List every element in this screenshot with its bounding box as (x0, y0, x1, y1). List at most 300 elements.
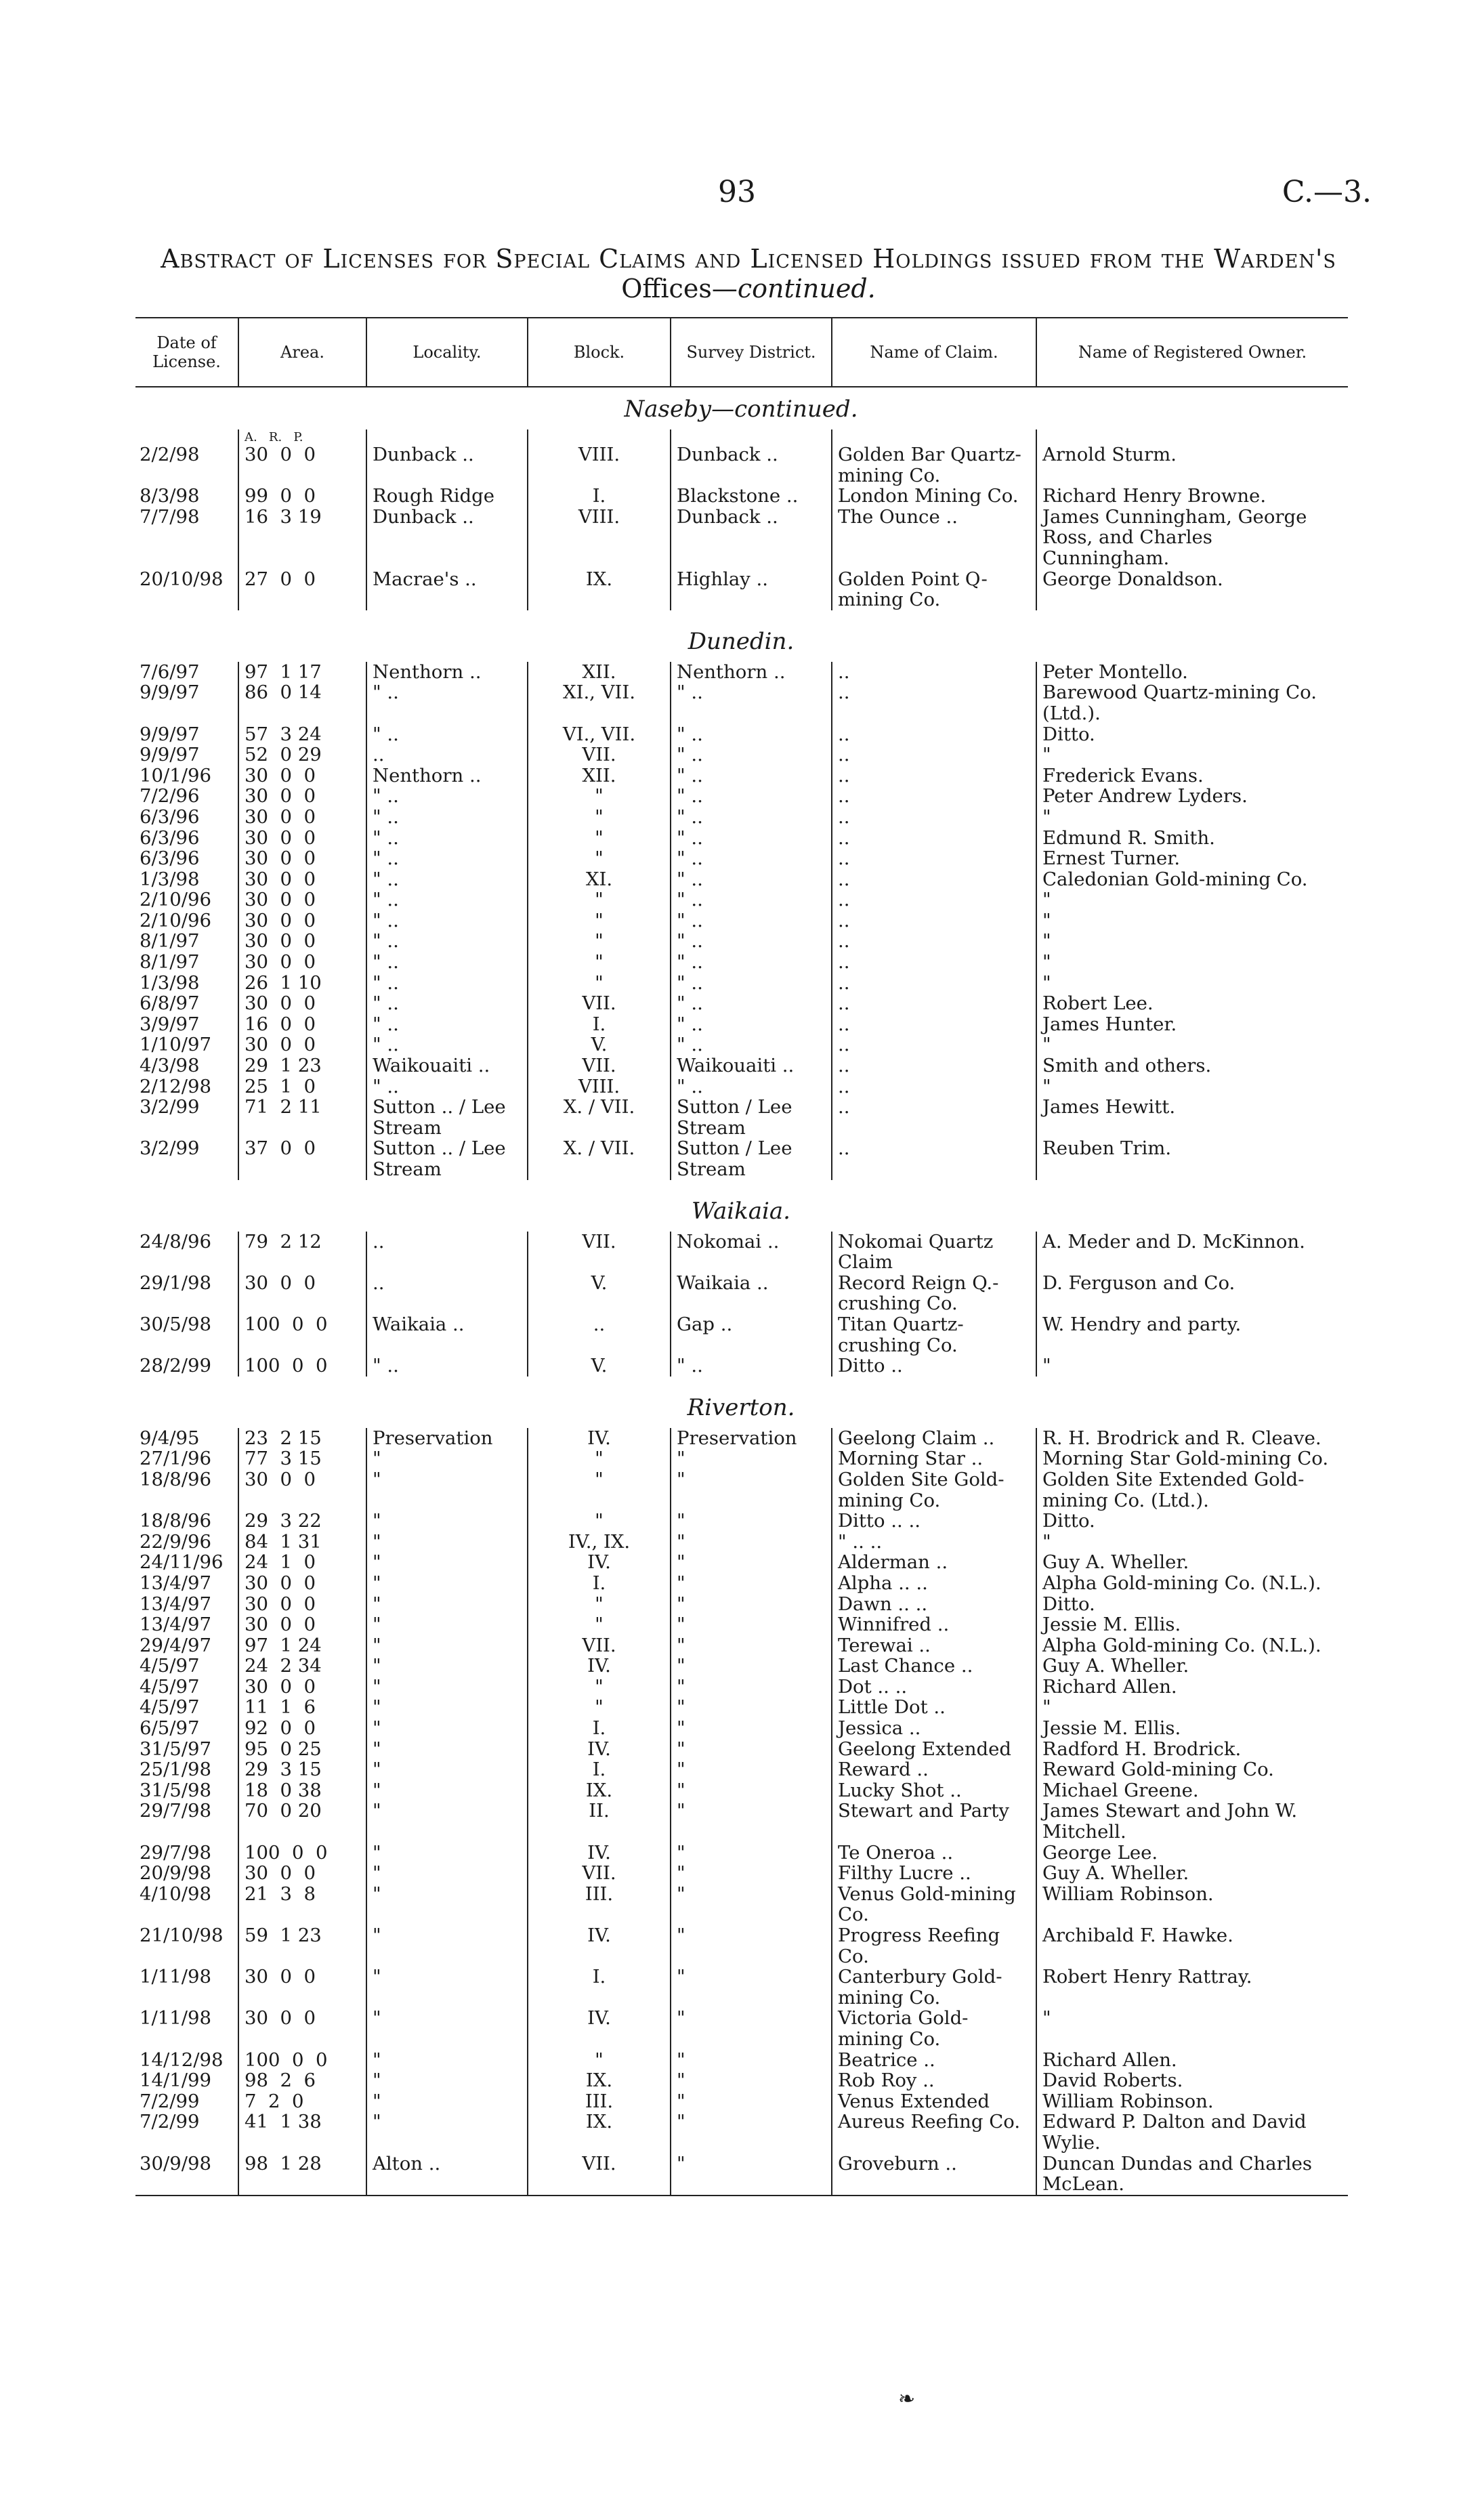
survey-district-cell: Waikaia .. (671, 1273, 832, 1314)
locality-cell: " (366, 1635, 528, 1656)
claim-name-cell: .. (832, 724, 1036, 745)
table-row (135, 1314, 1348, 1356)
owner-cell: Barewood Quartz-mining Co. (Ltd.). (1036, 682, 1348, 723)
block-cell: IX. (528, 2112, 671, 2153)
area-cell: 79 2 12 (238, 1232, 366, 1273)
claim-name-cell: Venus Extended (832, 2091, 1036, 2112)
table-row (135, 2070, 1348, 2091)
block-cell: VII. (528, 1055, 671, 1076)
date-cell: 6/3/96 (140, 826, 200, 849)
claim-name-cell: .. (832, 1055, 1036, 1076)
table-row (135, 1780, 1348, 1801)
survey-district-cell: " (671, 1614, 832, 1635)
block-cell: VII. (528, 744, 671, 765)
locality-cell: Nenthorn .. (366, 765, 528, 786)
block-cell: " (528, 786, 671, 807)
owner-cell: Guy A. Wheller. (1036, 1863, 1348, 1884)
area-cell: 30 0 0 (238, 786, 366, 807)
date-cell: 6/5/97 (140, 1717, 200, 1740)
survey-district-cell: Dunback .. (671, 507, 832, 569)
locality-cell: " (366, 1884, 528, 1925)
date-cell: 30/5/98 (140, 1313, 212, 1335)
claim-name-cell: .. (832, 828, 1036, 849)
survey-district-cell: " .. (671, 848, 832, 869)
area-cell: 30 0 0 (238, 889, 366, 910)
block-cell: V. (528, 1356, 671, 1377)
claim-name-cell: Beatrice .. (832, 2050, 1036, 2071)
survey-district-cell: " (671, 1739, 832, 1760)
owner-cell: Robert Henry Rattray. (1036, 1967, 1348, 2008)
locality-cell: Rough Ridge (366, 486, 528, 507)
owner-cell: " (1036, 1356, 1348, 1377)
date-cell: 31/5/97 (140, 1738, 212, 1760)
owner-cell: George Donaldson. (1036, 569, 1348, 610)
table-row (135, 952, 1348, 973)
area-cell: 18 0 38 (238, 1780, 366, 1801)
section-heading-row (135, 387, 1348, 429)
block-cell: IV. (528, 2008, 671, 2049)
survey-district-cell: Dunback .. (671, 444, 832, 486)
table-row (135, 848, 1348, 869)
date-cell: 18/8/96 (140, 1510, 212, 1532)
area-cell: 99 0 0 (238, 486, 366, 507)
block-cell: V. (528, 1034, 671, 1055)
claim-name-cell: .. (832, 1076, 1036, 1097)
claim-name-cell: Venus Gold-mining Co. (832, 1884, 1036, 1925)
area-cell: 57 3 24 (238, 724, 366, 745)
locality-cell: " (366, 2050, 528, 2071)
block-cell: " (528, 1697, 671, 1718)
date-cell: 7/2/96 (140, 785, 200, 807)
survey-district-cell: " (671, 1532, 832, 1553)
table-row (135, 1843, 1348, 1864)
survey-district-cell: " .. (671, 724, 832, 745)
block-cell: " (528, 1469, 671, 1511)
locality-cell: Dunback .. (366, 507, 528, 569)
locality-cell: " .. (366, 1356, 528, 1377)
date-cell: 4/5/97 (140, 1675, 200, 1698)
survey-district-cell: " .. (671, 786, 832, 807)
area-cell: 29 3 22 (238, 1511, 366, 1532)
block-cell: " (528, 2050, 671, 2071)
owner-cell: Richard Allen. (1036, 1677, 1348, 1698)
area-cell: 30 0 0 (238, 1863, 366, 1884)
locality-cell: Sutton .. / Lee Stream (366, 1138, 528, 1179)
survey-district-cell: " (671, 1511, 832, 1532)
owner-cell: W. Hendry and party. (1036, 1314, 1348, 1356)
owner-cell: Archibald F. Hawke. (1036, 1925, 1348, 1967)
survey-district-cell: " .. (671, 1356, 832, 1377)
block-cell: X. / VII. (528, 1097, 671, 1138)
area-cell: 30 0 0 (238, 828, 366, 849)
date-cell: 2/10/96 (140, 909, 212, 931)
block-cell: " (528, 828, 671, 849)
survey-district-cell: " .. (671, 1014, 832, 1035)
block-cell: XI., VII. (528, 682, 671, 723)
locality-cell: " (366, 1573, 528, 1594)
table-row (135, 1097, 1348, 1138)
area-cell: 52 0 29 (238, 744, 366, 765)
survey-district-cell: " (671, 1573, 832, 1594)
locality-cell: " .. (366, 724, 528, 745)
owner-cell: Ditto. (1036, 1511, 1348, 1532)
page-number: 93 (718, 175, 756, 209)
table-row (135, 724, 1348, 745)
survey-district-cell: Sutton / Lee Stream (671, 1138, 832, 1179)
date-cell: 2/10/96 (140, 889, 212, 911)
locality-cell: " (366, 1614, 528, 1635)
claim-name-cell: Geelong Extended (832, 1739, 1036, 1760)
survey-district-cell: " .. (671, 869, 832, 890)
locality-cell: .. (366, 1273, 528, 1314)
survey-district-cell: Blackstone .. (671, 486, 832, 507)
survey-district-cell: " .. (671, 807, 832, 828)
table-row (135, 1076, 1348, 1097)
table-row (135, 1055, 1348, 1076)
locality-cell: .. (366, 1232, 528, 1273)
claim-name-cell: .. (832, 952, 1036, 973)
survey-district-cell: " .. (671, 828, 832, 849)
claim-name-cell: .. (832, 973, 1036, 994)
locality-cell: " (366, 1967, 528, 2008)
owner-cell: Duncan Dundas and Charles McLean. (1036, 2154, 1348, 2196)
area-cell: 70 0 20 (238, 1801, 366, 1842)
owner-cell: Richard Henry Browne. (1036, 486, 1348, 507)
owner-cell: Alpha Gold-mining Co. (N.L.). (1036, 1635, 1348, 1656)
date-cell: 1/3/98 (140, 971, 200, 994)
date-cell: 7/2/99 (140, 2090, 200, 2112)
locality-cell: " (366, 1801, 528, 1842)
locality-cell: " (366, 1677, 528, 1698)
date-cell: 29/4/97 (140, 1634, 212, 1656)
locality-cell: " (366, 1925, 528, 1967)
claim-name-cell: Filthy Lucre .. (832, 1863, 1036, 1884)
column-header: Name of Claim. (832, 318, 1036, 387)
claim-name-cell: Geelong Claim .. (832, 1428, 1036, 1449)
date-cell: 8/3/98 (140, 485, 200, 507)
block-cell: " (528, 1677, 671, 1698)
page-title (146, 244, 1351, 303)
survey-district-cell: " .. (671, 1076, 832, 1097)
area-cell: 27 0 0 (238, 569, 366, 610)
survey-district-cell: " .. (671, 931, 832, 952)
survey-district-cell: " (671, 1925, 832, 1967)
owner-cell: Arnold Sturm. (1036, 444, 1348, 486)
survey-district-cell: " (671, 1884, 832, 1925)
block-cell: IV. (528, 1552, 671, 1573)
claim-name-cell: .. (832, 807, 1036, 828)
locality-cell: Waikouaiti .. (366, 1055, 528, 1076)
owner-cell: " (1036, 744, 1348, 765)
table-row (135, 1014, 1348, 1035)
table-row (135, 1677, 1348, 1698)
block-cell: IV. (528, 1843, 671, 1864)
table-row (135, 1448, 1348, 1469)
area-cell: 100 0 0 (238, 1843, 366, 1864)
claim-name-cell: Ditto .. (832, 1356, 1036, 1377)
area-cell: 30 0 0 (238, 2008, 366, 2049)
owner-cell: Peter Montello. (1036, 662, 1348, 683)
area-cell: 29 3 15 (238, 1759, 366, 1780)
rule (135, 2196, 1348, 2198)
locality-cell: " (366, 1739, 528, 1760)
locality-cell: " (366, 1448, 528, 1469)
owner-cell: James Stewart and John W. Mitchell. (1036, 1801, 1348, 1842)
block-cell: I. (528, 1718, 671, 1739)
locality-cell: " .. (366, 993, 528, 1014)
date-cell: 3/2/99 (140, 1137, 200, 1160)
owner-cell: James Hewitt. (1036, 1097, 1348, 1138)
date-cell: 9/9/97 (140, 723, 200, 745)
claim-name-cell: Alpha .. .. (832, 1573, 1036, 1594)
area-cell: 59 1 23 (238, 1925, 366, 1967)
owner-cell: Golden Site Extended Gold-mining Co. (Ltd.). (1036, 1469, 1348, 1511)
table-end-rule (135, 2196, 1348, 2198)
owner-cell: " (1036, 2008, 1348, 2049)
table-row (135, 1718, 1348, 1739)
date-cell: 6/8/97 (140, 992, 200, 1015)
date-cell: 28/2/99 (140, 1355, 212, 1377)
block-cell: VIII. (528, 444, 671, 486)
date-cell: 4/5/97 (140, 1655, 200, 1677)
claim-name-cell: " .. .. (832, 1532, 1036, 1553)
area-cell: 30 0 0 (238, 910, 366, 931)
block-cell: " (528, 973, 671, 994)
date-cell: 3/2/99 (140, 1096, 200, 1118)
owner-cell: James Hunter. (1036, 1014, 1348, 1035)
locality-cell: Nenthorn .. (366, 662, 528, 683)
owner-cell: Edward P. Dalton and David Wylie. (1036, 2112, 1348, 2153)
date-cell: 29/1/98 (140, 1272, 212, 1294)
claim-name-cell: Stewart and Party (832, 1801, 1036, 1842)
area-cell: 24 1 0 (238, 1552, 366, 1573)
area-cell: 30 0 0 (238, 1967, 366, 2008)
column-header: Area. (238, 318, 366, 387)
locality-cell: Macrae's .. (366, 569, 528, 610)
owner-cell: Robert Lee. (1036, 993, 1348, 1014)
table-row (135, 1532, 1348, 1553)
block-cell: " (528, 931, 671, 952)
area-cell: 77 3 15 (238, 1448, 366, 1469)
area-cell: 30 0 0 (238, 1594, 366, 1615)
claim-name-cell: Nokomai Quartz Claim (832, 1232, 1036, 1273)
survey-district-cell: " (671, 1635, 832, 1656)
locality-cell: Sutton .. / Lee Stream (366, 1097, 528, 1138)
owner-cell: " (1036, 973, 1348, 994)
block-cell: X. / VII. (528, 1138, 671, 1179)
table-row (135, 1656, 1348, 1677)
locality-cell: " .. (366, 910, 528, 931)
owner-cell: R. H. Brodrick and R. Cleave. (1036, 1428, 1348, 1449)
table-row (135, 1511, 1348, 1532)
date-cell: 29/7/98 (140, 1841, 212, 1864)
locality-cell: " (366, 1863, 528, 1884)
table-row (135, 889, 1348, 910)
owner-cell: Ditto. (1036, 724, 1348, 745)
title-line-2 (146, 274, 1351, 303)
claim-name-cell: .. (832, 848, 1036, 869)
section-heading: Dunedin. (688, 627, 795, 655)
area-cell: 7 2 0 (238, 2091, 366, 2112)
claim-name-cell: .. (832, 910, 1036, 931)
table-row (135, 1739, 1348, 1760)
owner-cell: D. Ferguson and Co. (1036, 1273, 1348, 1314)
claim-name-cell: Little Dot .. (832, 1697, 1036, 1718)
area-cell: 16 0 0 (238, 1014, 366, 1035)
claim-name-cell: Groveburn .. (832, 2154, 1036, 2196)
survey-district-cell: " (671, 1863, 832, 1884)
area-cell: 86 0 14 (238, 682, 366, 723)
survey-district-cell: " (671, 1469, 832, 1511)
owner-cell: Radford H. Brodrick. (1036, 1739, 1348, 1760)
table-row (135, 1273, 1348, 1314)
table-header-row (135, 318, 1348, 387)
table-row (135, 507, 1348, 569)
date-cell: 4/5/97 (140, 1696, 200, 1719)
section-heading: Naseby—continued. (624, 396, 858, 423)
section-heading-row (135, 1377, 1348, 1428)
locality-cell: " .. (366, 931, 528, 952)
title-line-2-plain: Offices— (621, 274, 738, 303)
locality-cell: " .. (366, 848, 528, 869)
claim-name-cell: Titan Quartz-crushing Co. (832, 1314, 1036, 1356)
block-cell: I. (528, 1759, 671, 1780)
block-cell: IV. (528, 1925, 671, 1967)
date-cell: 9/4/95 (140, 1427, 200, 1449)
owner-cell: William Robinson. (1036, 1884, 1348, 1925)
claim-name-cell: .. (832, 869, 1036, 890)
block-cell: " (528, 1511, 671, 1532)
block-cell: " (528, 1448, 671, 1469)
table-row (135, 1034, 1348, 1055)
table-row (135, 1884, 1348, 1925)
locality-cell: " (366, 2070, 528, 2091)
claim-name-cell: .. (832, 1138, 1036, 1179)
date-cell: 6/3/96 (140, 805, 200, 828)
locality-cell: " (366, 2008, 528, 2049)
block-cell: XII. (528, 662, 671, 683)
column-header: Date of License. (135, 318, 238, 387)
locality-cell: " .. (366, 807, 528, 828)
claim-name-cell: Lucky Shot .. (832, 1780, 1036, 1801)
owner-cell: " (1036, 1034, 1348, 1055)
locality-cell: " .. (366, 973, 528, 994)
date-cell: 1/10/97 (140, 1034, 212, 1056)
owner-cell: Richard Allen. (1036, 2050, 1348, 2071)
survey-district-cell: " (671, 1677, 832, 1698)
owner-cell: " (1036, 952, 1348, 973)
locality-cell: " .. (366, 952, 528, 973)
table-row (135, 1594, 1348, 1615)
claim-name-cell: .. (832, 786, 1036, 807)
owner-cell: Ernest Turner. (1036, 848, 1348, 869)
block-cell: IV., IX. (528, 1532, 671, 1553)
area-cell: 97 1 24 (238, 1635, 366, 1656)
survey-district-cell: " (671, 1594, 832, 1615)
locality-cell: " (366, 1718, 528, 1739)
section-heading: Waikaia. (692, 1197, 790, 1225)
table-row (135, 2154, 1348, 2196)
block-cell: IV. (528, 1739, 671, 1760)
date-cell: 9/9/97 (140, 681, 200, 704)
date-cell: 13/4/97 (140, 1614, 212, 1636)
claim-name-cell: Canterbury Gold-mining Co. (832, 1967, 1036, 2008)
survey-district-cell: " .. (671, 682, 832, 723)
block-cell: IX. (528, 2070, 671, 2091)
owner-cell: " (1036, 910, 1348, 931)
survey-district-cell: " (671, 1780, 832, 1801)
area-cell: 30 0 0 (238, 1034, 366, 1055)
table-row (135, 1232, 1348, 1273)
owner-cell: Caledonian Gold-mining Co. (1036, 869, 1348, 890)
survey-district-cell: " (671, 2008, 832, 2049)
locality-cell: " (366, 1532, 528, 1553)
claim-name-cell: .. (832, 1034, 1036, 1055)
table-row (135, 807, 1348, 828)
table-row (135, 2050, 1348, 2071)
licenses-table (135, 317, 1348, 2198)
area-cell: 29 1 23 (238, 1055, 366, 1076)
block-cell: " (528, 1594, 671, 1615)
survey-district-cell: " (671, 1843, 832, 1864)
table-row (135, 569, 1348, 610)
area-cell: 24 2 34 (238, 1656, 366, 1677)
date-cell: 4/3/98 (140, 1055, 200, 1077)
owner-cell: Guy A. Wheller. (1036, 1656, 1348, 1677)
date-cell: 8/1/97 (140, 951, 200, 973)
locality-cell: Preservation (366, 1428, 528, 1449)
block-cell: VII. (528, 2154, 671, 2196)
table-row (135, 1801, 1348, 1842)
survey-district-cell: " .. (671, 973, 832, 994)
survey-district-cell: " .. (671, 952, 832, 973)
claim-name-cell: .. (832, 682, 1036, 723)
survey-district-cell: Nokomai .. (671, 1232, 832, 1273)
date-cell: 7/2/99 (140, 2111, 200, 2133)
survey-district-cell: " (671, 2154, 832, 2196)
area-cell: 30 0 0 (238, 931, 366, 952)
claim-name-cell: .. (832, 1097, 1036, 1138)
table-row (135, 1614, 1348, 1635)
table-row (135, 2112, 1348, 2153)
survey-district-cell: " .. (671, 1034, 832, 1055)
locality-cell: " (366, 1511, 528, 1532)
survey-district-cell: Highlay .. (671, 569, 832, 610)
owner-cell: William Robinson. (1036, 2091, 1348, 2112)
owner-cell: " (1036, 1532, 1348, 1553)
area-units-row (135, 429, 1348, 444)
claim-name-cell: Rob Roy .. (832, 2070, 1036, 2091)
section-heading-row (135, 1180, 1348, 1232)
table-row (135, 2008, 1348, 2049)
claim-name-cell: Reward .. (832, 1759, 1036, 1780)
area-cell: 23 2 15 (238, 1428, 366, 1449)
area-units: A. R. P. (238, 429, 366, 444)
locality-cell: " (366, 2091, 528, 2112)
table-row (135, 910, 1348, 931)
table-row (135, 828, 1348, 849)
survey-district-cell: " (671, 2112, 832, 2153)
area-cell: 98 1 28 (238, 2154, 366, 2196)
locality-cell: " .. (366, 1076, 528, 1097)
survey-district-cell: " (671, 1552, 832, 1573)
survey-district-cell: " (671, 2070, 832, 2091)
block-cell: .. (528, 1314, 671, 1356)
area-cell: 95 0 25 (238, 1739, 366, 1760)
claim-name-cell: Terewai .. (832, 1635, 1036, 1656)
date-cell: 2/12/98 (140, 1075, 212, 1097)
survey-district-cell: " (671, 2050, 832, 2071)
